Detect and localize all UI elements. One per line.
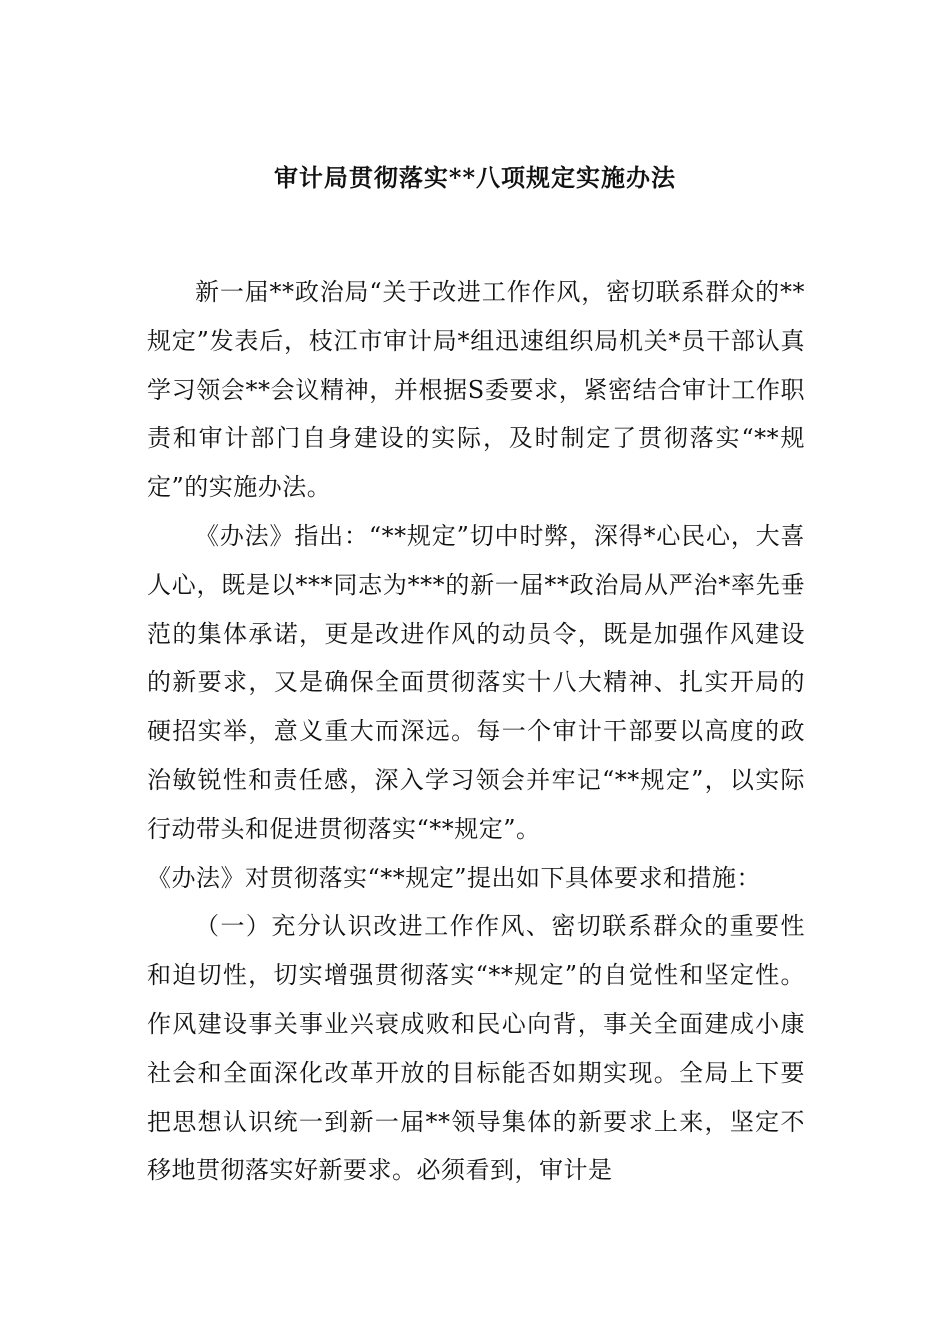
paragraph-measures-summary: 《办法》指出：“**规定”切中时弊，深得*心民心，大喜人心，既是以***同志为***的新一届**政治局从严治*率先垂范的集体承诺，更是改进作风的动员令，既是加强作风建设的新要求，又是确保全面贯彻落实十八大精神、扎实开局的硬招实举，意义重大而深远。每一个审计干部要以高度的政治敏锐性和责任感，深入学习领会并牢记“**规定”，以实际行动带头和促进贯彻落实“**规定”。 <box>147 521 805 843</box>
paragraph-requirements-lead: 《办法》对贯彻落实“**规定”提出如下具体要求和措施： <box>147 863 762 892</box>
paragraph-intro: 新一届**政治局“关于改进工作作风，密切联系群众的**规定”发表后，枝江市审计局*组迅速组织局机关*员干部认真学习领会**会议精神，并根据S委要求，紧密结合审计工作职责和审计部门自身建设的实际，及时制定了贯彻落实“**规定”的实施办法。 <box>147 278 805 502</box>
paragraph-item-one: （一）充分认识改进工作作风、密切联系群众的重要性和迫切性，切实增强贯彻落实“**规定”的自觉性和坚定性。作风建设事关事业兴衰成败和民心向背，事关全面建成小康社会和全面深化改革开放的目标能否如期实现。全局上下要把思想认识统一到新一届**领导集体的新要求上来，坚定不移地贯彻落实好新要求。必须看到，审计是 <box>147 912 805 1185</box>
document-title: 审计局贯彻落实**八项规定实施办法 <box>273 163 677 192</box>
document-body <box>147 268 805 1195</box>
